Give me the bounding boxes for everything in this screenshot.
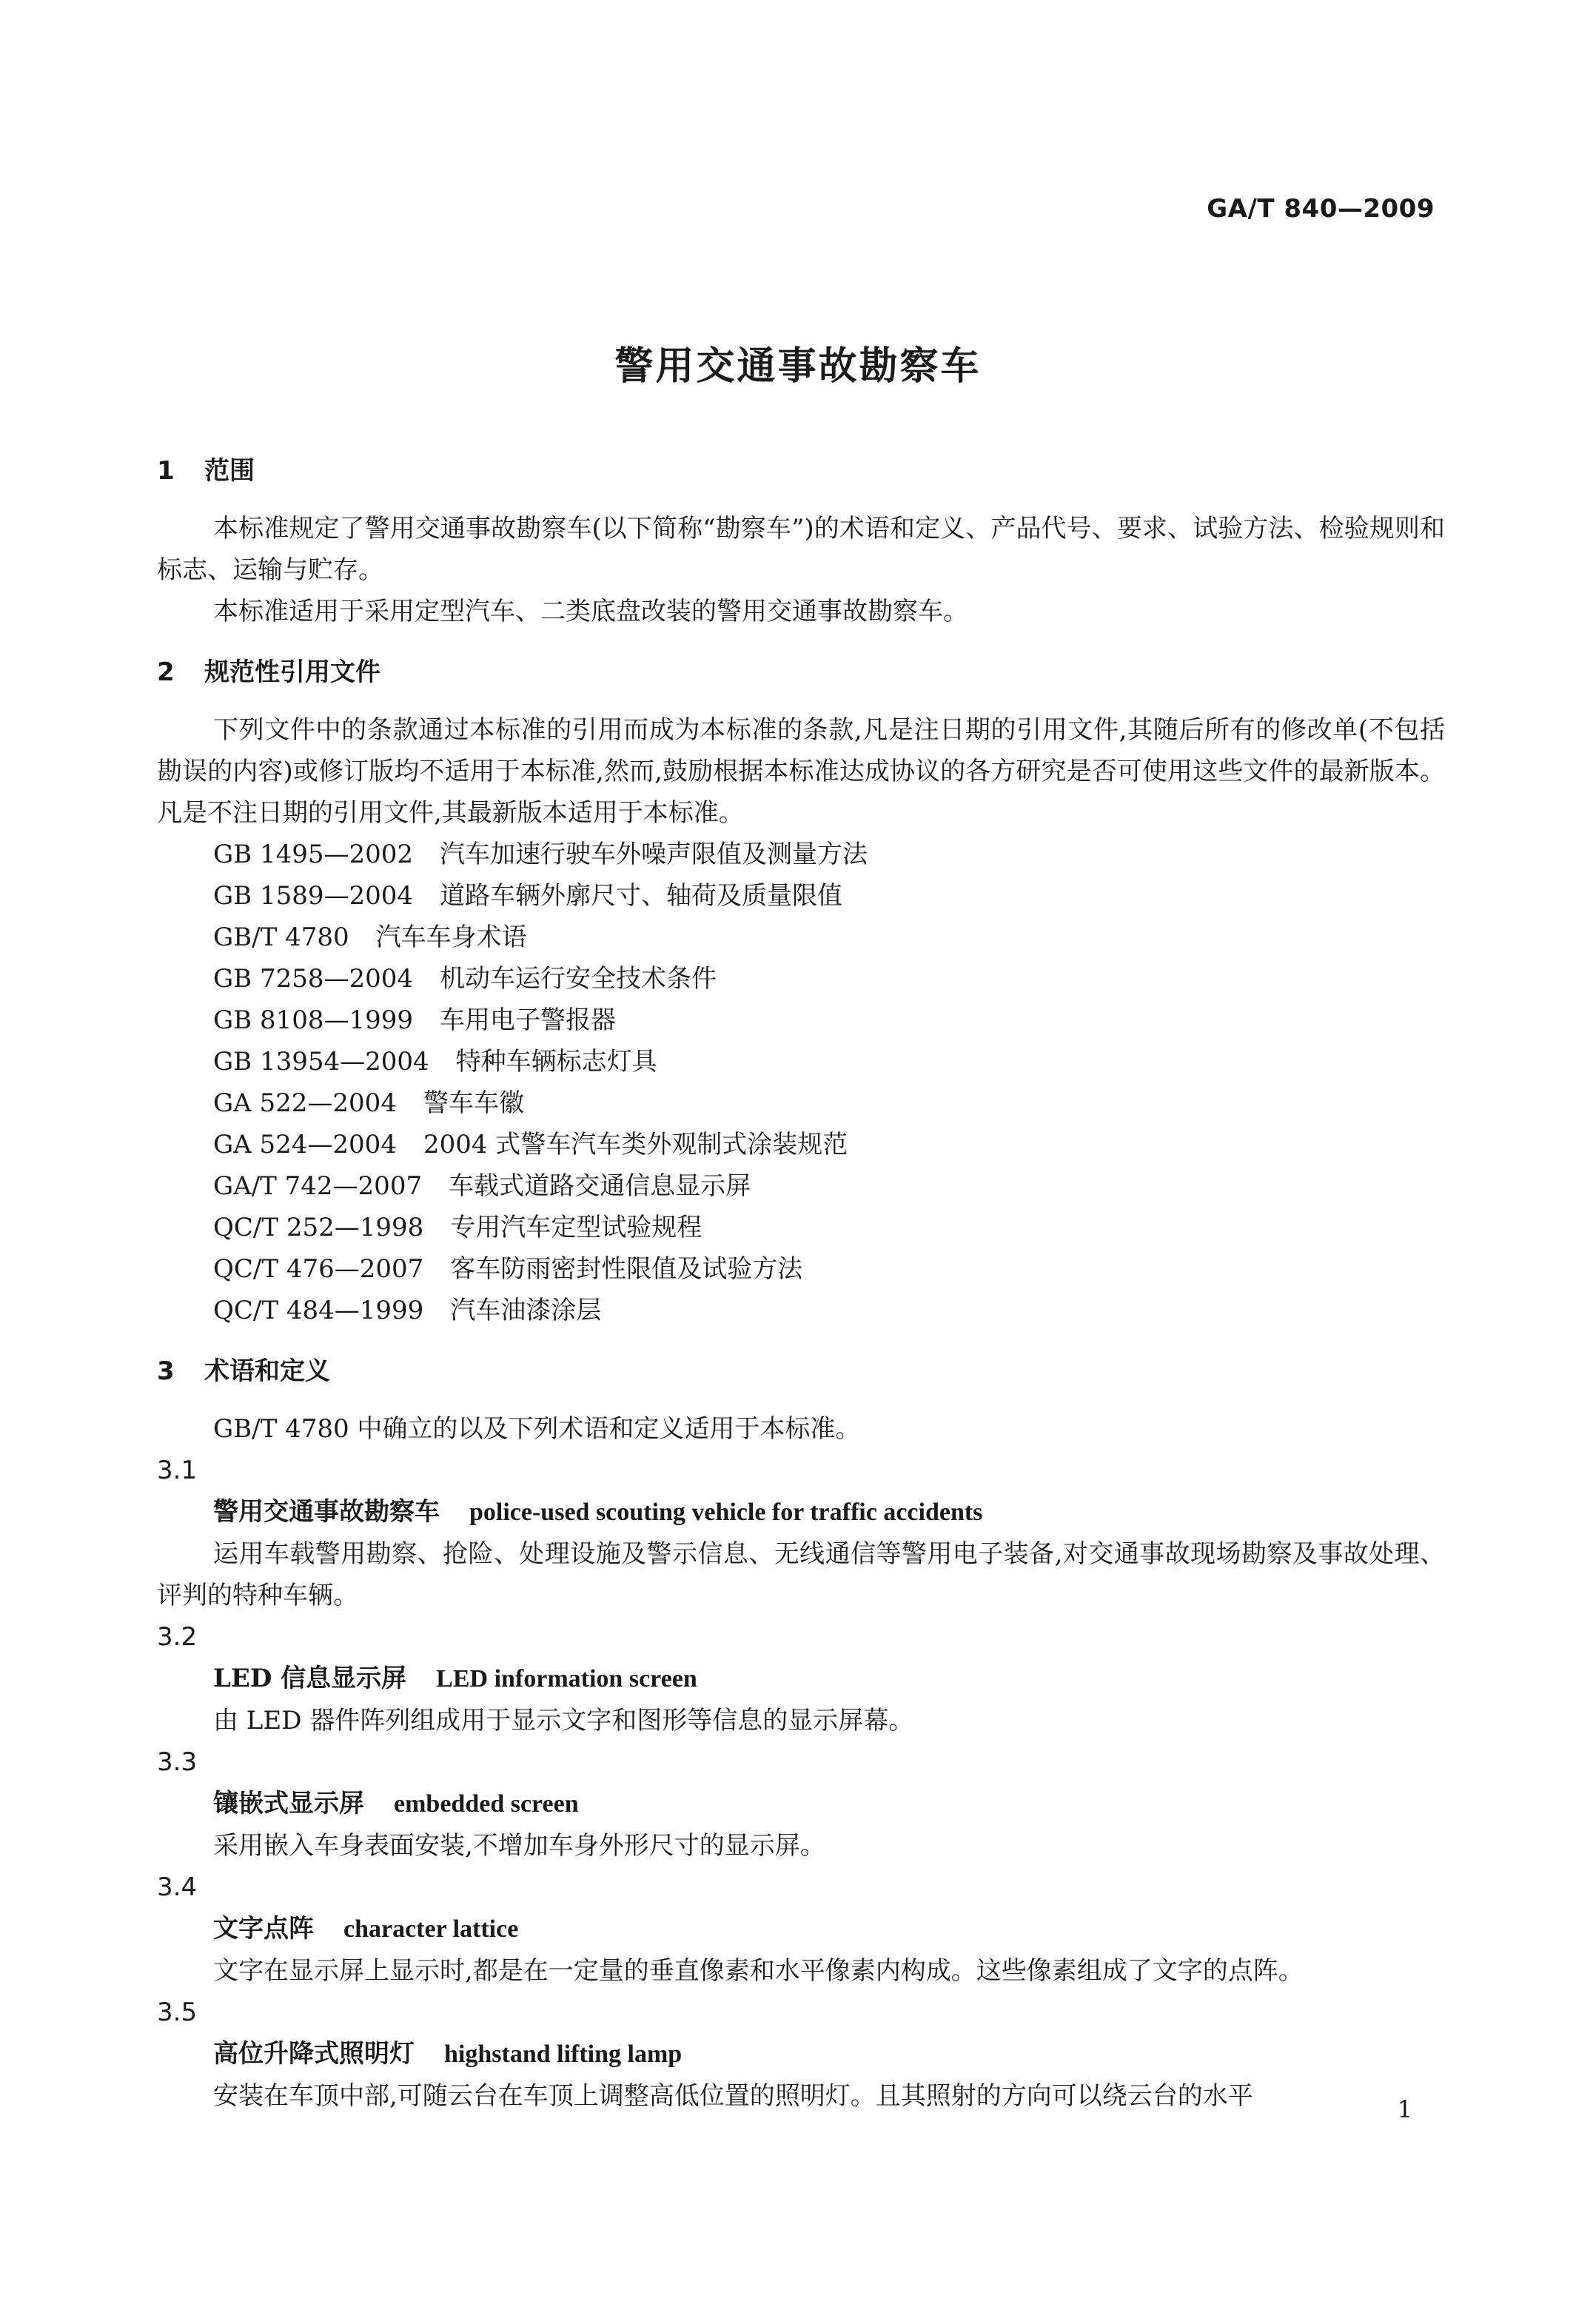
references-intro: 下列文件中的条款通过本标准的引用而成为本标准的条款,凡是注日期的引用文件,其随后所有的修改单(不包括勘误的内容)或修订版均不适用于本标准,然而,鼓励根据本标准达成协议的各方研究是否可使用这些文件的最新版本。凡是不注日期的引用文件,其最新版本适用于本标准。 <box>157 715 1445 828</box>
reference-item <box>157 1124 1445 1165</box>
page-number: 1 <box>1397 2095 1412 2123</box>
term-definition: 文字在显示屏上显示时,都是在一定量的垂直像素和水平像素内构成。这些像素组成了文字的点阵。 <box>213 1956 1304 1986</box>
reference-item <box>157 1207 1445 1248</box>
reference-code: GA 524—2004 <box>213 1130 397 1159</box>
clause-number: 3.2 <box>157 1622 198 1652</box>
term-heading <box>157 1783 1445 1825</box>
term-clause <box>157 1450 1445 1616</box>
term-clause <box>157 1992 1445 2117</box>
reference-title: 专用汽车定型试验规程 <box>450 1213 703 1242</box>
reference-title: 车用电子警报器 <box>440 1005 617 1035</box>
clause-number: 3.4 <box>157 1872 198 1902</box>
reference-item <box>157 875 1445 917</box>
section-number: 1 <box>157 456 175 486</box>
section-heading-references <box>157 652 1445 693</box>
reference-code: GA 522—2004 <box>213 1088 397 1118</box>
term-heading <box>157 1491 1445 1533</box>
reference-title: 汽车油漆涂层 <box>450 1296 602 1325</box>
term-english: embedded screen <box>394 1790 579 1818</box>
scope-paragraph: 本标准适用于采用定型汽车、二类底盘改装的警用交通事故勘察车。 <box>213 597 968 626</box>
section-number: 2 <box>157 657 175 687</box>
term-english: LED information screen <box>436 1665 697 1693</box>
reference-item <box>157 958 1445 1000</box>
page-title: 警用交通事故勘察车 <box>614 344 982 389</box>
section-title: 规范性引用文件 <box>204 657 380 687</box>
reference-code: GB 7258—2004 <box>213 964 414 994</box>
clause-number: 3.1 <box>157 1456 198 1485</box>
reference-code: GB 1589—2004 <box>213 881 414 911</box>
reference-item <box>157 1165 1445 1207</box>
reference-item <box>157 834 1445 875</box>
term-heading <box>157 1658 1445 1700</box>
scope-paragraph: 本标准规定了警用交通事故勘察车(以下简称“勘察车”)的术语和定义、产品代号、要求、试验方法、检验规则和标志、运输与贮存。 <box>157 514 1445 585</box>
reference-title: 道路车辆外廓尺寸、轴荷及质量限值 <box>440 881 843 911</box>
term-clause <box>157 1741 1445 1867</box>
reference-item <box>157 1041 1445 1082</box>
reference-title: 2004 式警车汽车类外观制式涂装规范 <box>423 1130 848 1159</box>
reference-code: QC/T 476—2007 <box>213 1254 424 1284</box>
reference-item <box>157 1082 1445 1124</box>
reference-code: GB 8108—1999 <box>213 1005 414 1035</box>
term-chinese: 镶嵌式显示屏 <box>213 1789 364 1818</box>
document-body <box>157 450 1445 2117</box>
reference-title: 特种车辆标志灯具 <box>455 1047 657 1077</box>
term-definition: 安装在车顶中部,可随云台在车顶上调整高低位置的照明灯。且其照射的方向可以绕云台的水平 <box>213 2081 1253 2111</box>
term-definition: 运用车载警用勘察、抢险、处理设施及警示信息、无线通信等警用电子装备,对交通事故现场勘察及事故处理、评判的特种车辆。 <box>157 1539 1445 1610</box>
term-clause <box>157 1867 1445 1992</box>
reference-code: GA/T 742—2007 <box>213 1171 423 1201</box>
term-chinese: 高位升降式照明灯 <box>213 2039 415 2069</box>
reference-item <box>157 1248 1445 1290</box>
reference-title: 汽车加速行驶车外噪声限值及测量方法 <box>440 840 868 869</box>
reference-code: QC/T 484—1999 <box>213 1296 424 1325</box>
term-heading <box>157 1908 1445 1950</box>
reference-code: QC/T 252—1998 <box>213 1213 424 1242</box>
reference-code: GB 1495—2002 <box>213 840 414 869</box>
section-heading-scope <box>157 450 1445 492</box>
reference-code: GB/T 4780 <box>213 923 349 952</box>
term-heading <box>157 2033 1445 2075</box>
reference-item <box>157 917 1445 958</box>
reference-code: GB 13954—2004 <box>213 1047 429 1077</box>
reference-title: 警车车徽 <box>423 1088 524 1118</box>
term-definition: 由 LED 器件阵列组成用于显示文字和图形等信息的显示屏幕。 <box>213 1706 914 1735</box>
term-definition: 采用嵌入车身表面安装,不增加车身外形尺寸的显示屏。 <box>213 1831 825 1861</box>
reference-title: 汽车车身术语 <box>375 923 527 952</box>
reference-title: 机动车运行安全技术条件 <box>440 964 717 994</box>
term-chinese: 文字点阵 <box>213 1914 314 1944</box>
terms-intro: GB/T 4780 中确立的以及下列术语和定义适用于本标准。 <box>213 1414 861 1444</box>
standard-code: GA/T 840—2009 <box>1207 194 1435 224</box>
reference-item <box>157 1290 1445 1331</box>
term-english: character lattice <box>343 1915 519 1943</box>
reference-item <box>157 1000 1445 1041</box>
section-title: 范围 <box>204 456 255 486</box>
term-english: police-used scouting vehicle for traffic accidents <box>469 1499 983 1526</box>
section-number: 3 <box>157 1356 175 1386</box>
clause-number: 3.5 <box>157 1998 198 2027</box>
term-english: highstand lifting lamp <box>444 2040 683 2068</box>
reference-list <box>157 834 1445 1331</box>
term-chinese: 警用交通事故勘察车 <box>213 1497 440 1527</box>
reference-title: 车载式道路交通信息显示屏 <box>449 1171 751 1201</box>
term-chinese: LED 信息显示屏 <box>213 1664 407 1693</box>
clause-number: 3.3 <box>157 1747 198 1777</box>
term-clause <box>157 1616 1445 1741</box>
reference-title: 客车防雨密封性限值及试验方法 <box>450 1254 803 1284</box>
section-title: 术语和定义 <box>204 1356 330 1386</box>
section-heading-terms <box>157 1350 1445 1392</box>
